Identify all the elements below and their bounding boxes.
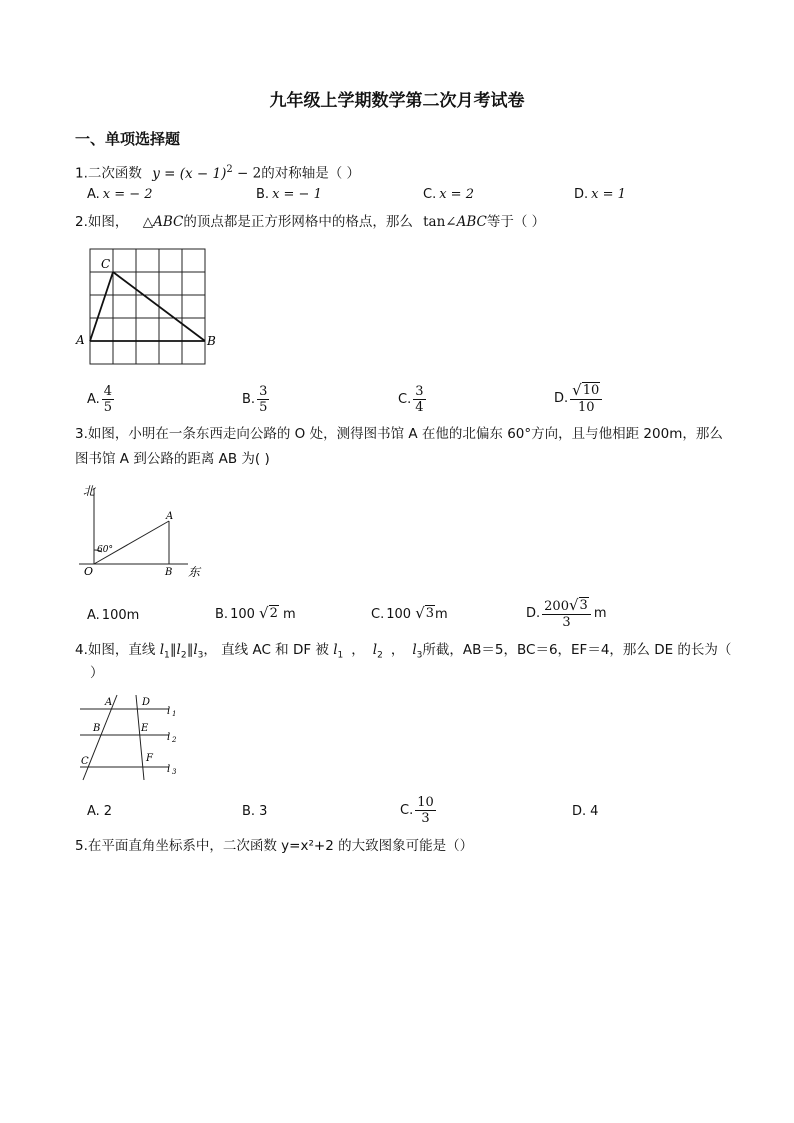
option-c[interactable]: C. $\frac{3}{4}$ bbox=[398, 384, 424, 415]
label-o: O bbox=[84, 565, 94, 578]
option-d[interactable]: D. 4 bbox=[572, 804, 599, 819]
label-a: A bbox=[76, 333, 85, 347]
svg-text:l: l bbox=[167, 706, 171, 717]
svg-text:A: A bbox=[105, 697, 113, 708]
question-3-line-2: 图书馆 A 到公路的距离 AB 为( ) bbox=[75, 451, 270, 467]
label-a: A bbox=[166, 511, 174, 522]
option-c[interactable]: C. $\frac{10}{3}$ bbox=[400, 795, 434, 826]
option-a[interactable]: A. x = − 2 bbox=[87, 187, 153, 202]
page-title: 九年级上学期数学第二次月考试卷 bbox=[269, 91, 525, 111]
section-heading: 一、单项选择题 bbox=[75, 130, 181, 148]
parallel-lines-figure bbox=[74, 690, 184, 784]
svg-text:F: F bbox=[146, 753, 153, 764]
label-b: B bbox=[207, 334, 216, 348]
svg-text:l: l bbox=[167, 732, 171, 743]
exponent: 2 bbox=[226, 164, 233, 175]
svg-text:E: E bbox=[141, 723, 149, 734]
grid-triangle-figure bbox=[74, 246, 214, 368]
label-east: 东 bbox=[188, 565, 201, 579]
option-b[interactable]: B. x = − 1 bbox=[256, 187, 322, 202]
svg-text:3: 3 bbox=[172, 768, 177, 776]
question-3: 3.如图，小明在一条东西走向公路的 O 处，测得图书馆 A 在他的北偏东 60°方向，且与他相距 200m，那么 bbox=[75, 426, 723, 442]
label-angle: 60° bbox=[97, 545, 113, 555]
question-4-line-2: ） bbox=[90, 665, 104, 681]
option-d[interactable]: D. 200 √ 3 3 m bbox=[526, 596, 607, 630]
option-b[interactable]: B. 3 bbox=[242, 804, 268, 819]
svg-text:l: l bbox=[167, 764, 171, 775]
option-c[interactable]: C. x = 2 bbox=[423, 187, 474, 202]
option-b[interactable]: B. 100 √ 2 m bbox=[215, 604, 296, 622]
option-c[interactable]: C. 100 √ 3 m bbox=[371, 604, 448, 622]
option-a[interactable]: A. $\frac{4}{5}$ bbox=[87, 384, 113, 415]
formula: y = (x − 1) bbox=[152, 165, 227, 182]
svg-text:2: 2 bbox=[172, 736, 177, 744]
option-d[interactable]: D. √ 10 10 bbox=[554, 382, 602, 415]
option-d[interactable]: D. x = 1 bbox=[574, 187, 626, 202]
question-2: 2.如图， △ABC的顶点都是正方形网格中的格点，那么 tan∠ABC等于（ ） bbox=[75, 214, 546, 230]
option-a[interactable]: A. 100m bbox=[87, 608, 140, 623]
question-1 bbox=[75, 160, 360, 184]
label-north: 北 bbox=[83, 484, 96, 498]
svg-text:B: B bbox=[93, 723, 101, 734]
svg-text:C: C bbox=[81, 756, 89, 767]
question-number: 1. bbox=[75, 165, 88, 182]
question-text: 的对称轴是（ ） bbox=[261, 165, 360, 182]
label-c: C bbox=[101, 257, 111, 271]
label-b: B bbox=[165, 567, 173, 578]
svg-text:D: D bbox=[142, 697, 151, 708]
svg-text:1: 1 bbox=[172, 710, 177, 718]
question-4: 4.如图，直线 $l_1\parallel l_2\parallel l_3$， 直线 AC 和 DF 被 $l_1$ ， $l_2$ ， $l_3$所截，AB＝5，BC＝6，EF＝4，那么 DE 的长为（ bbox=[75, 642, 732, 661]
formula-tail: − 2 bbox=[232, 165, 262, 182]
question-5: 5.在平面直角坐标系中，二次函数 y=x²+2 的大致图象可能是（） bbox=[75, 838, 474, 854]
option-b[interactable]: B. $\frac{3}{5}$ bbox=[242, 384, 268, 415]
direction-figure bbox=[74, 478, 204, 582]
question-text: 二次函数 bbox=[87, 165, 142, 182]
option-a[interactable]: A. 2 bbox=[87, 804, 113, 819]
